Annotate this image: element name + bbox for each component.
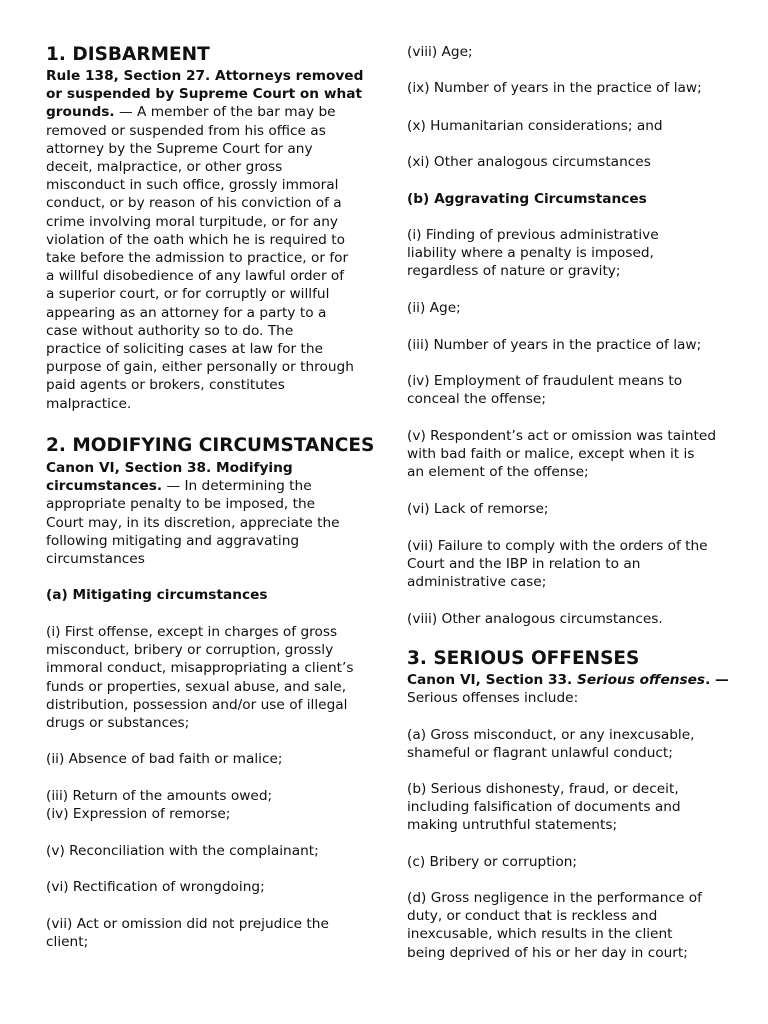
body-line: making untruthful statements; — [407, 817, 618, 834]
body-line: case without authority so to do. The — [46, 322, 294, 339]
modifying-provision — [46, 459, 366, 568]
body-line: purpose of gain, either personally or through — [46, 359, 354, 376]
body-line: (vii) Act or omission did not prejudice the — [46, 916, 329, 932]
aggravating-item-i — [407, 226, 727, 281]
body-line: crime involving moral turpitude, or for any — [46, 213, 339, 230]
body-line: liability where a penalty is imposed, — [407, 245, 654, 262]
rule-title-line: circumstances. — [46, 478, 163, 495]
aggravating-item-vii — [407, 537, 727, 592]
body-line: — In determining the — [162, 478, 312, 495]
rule-title-line: Canon VI, Section 38. Modifying — [46, 460, 293, 476]
body-line: (iii) Return of the amounts owed; — [46, 788, 273, 804]
body-line: following mitigating and aggravating — [46, 532, 300, 549]
body-line: — A member of the bar may be — [114, 104, 336, 121]
aggravating-item-iii: (iii) Number of years in the practice of law; — [407, 337, 702, 353]
body-line: with bad faith or malice, except when it is — [407, 446, 695, 463]
body-line: (iv) Expression of remorse; — [46, 806, 231, 823]
serious-item-a — [407, 726, 727, 762]
body-line: practice of soliciting cases at law for the — [46, 341, 323, 358]
body-line: attorney by the Supreme Court for any — [46, 140, 313, 157]
body-line: a willful disobedience of any lawful order of — [46, 268, 345, 285]
body-line: conduct, or by reason of his conviction of a — [46, 195, 342, 212]
aggravating-item-iv — [407, 372, 727, 408]
body-line: (i) Finding of previous administrative — [407, 227, 659, 243]
body-line: paid agents or brokers, constitutes — [46, 377, 285, 394]
rule-title-tail: . — — [705, 672, 729, 688]
body-line: regardless of nature or gravity; — [407, 263, 621, 280]
body-line: distribution, possession and/or use of illegal — [46, 696, 348, 713]
body-line: immoral conduct, misappropriating a client’s — [46, 660, 354, 677]
mitigating-item-v: (v) Reconciliation with the complainant; — [46, 843, 319, 859]
mitigating-item-vi: (vi) Rectification of wrongdoing; — [46, 879, 265, 895]
serious-item-b — [407, 780, 727, 835]
heading-modifying-circumstances: 2. MODIFYING CIRCUMSTANCES — [46, 435, 375, 456]
rule-title-line: Canon VI, Section 33. — [407, 672, 578, 688]
body-line: appearing as an attorney for a party to a — [46, 304, 327, 321]
body-line: removed or suspended from his office as — [46, 122, 326, 139]
body-line: (d) Gross negligence in the performance of — [407, 890, 702, 906]
body-line: Serious offenses include: — [407, 690, 579, 707]
rule-title-line: or suspended by Supreme Court on what — [46, 86, 362, 103]
mitigating-item-xi: (xi) Other analogous circumstances — [407, 154, 651, 170]
body-line: (b) Serious dishonesty, fraud, or deceit, — [407, 781, 679, 797]
body-line: (a) Gross misconduct, or any inexcusable, — [407, 727, 695, 743]
aggravating-item-v — [407, 427, 727, 482]
aggravating-title: (b) Aggravating Circumstances — [407, 191, 647, 207]
body-line: being deprived of his or her day in court; — [407, 944, 688, 961]
mitigating-item-x: (x) Humanitarian considerations; and — [407, 118, 663, 134]
serious-item-d — [407, 889, 727, 962]
body-line: an element of the offense; — [407, 464, 589, 481]
body-line: circumstances — [46, 551, 145, 568]
heading-disbarment: 1. DISBARMENT — [46, 44, 210, 65]
body-line: including falsification of documents and — [407, 799, 681, 816]
body-line: take before the admission to practice, or for — [46, 250, 349, 267]
body-line: shameful or flagrant unlawful conduct; — [407, 745, 673, 762]
mitigating-item-i — [46, 623, 366, 732]
disbarment-provision — [46, 67, 366, 413]
body-line: drugs or substances; — [46, 715, 190, 732]
aggravating-item-ii: (ii) Age; — [407, 300, 461, 316]
body-line: client; — [46, 934, 89, 951]
mitigating-title: (a) Mitigating circumstances — [46, 587, 268, 603]
body-line: administrative case; — [407, 574, 547, 591]
mitigating-item-vii — [46, 915, 366, 951]
body-line: misconduct, bribery or corruption, grossly — [46, 642, 334, 659]
body-line: (v) Respondent’s act or omission was tainted — [407, 428, 717, 444]
body-line: Court may, in its discretion, appreciate the — [46, 514, 340, 531]
body-line: inexcusable, which results in the client — [407, 926, 673, 943]
heading-serious-offenses: 3. SERIOUS OFFENSES — [407, 648, 640, 669]
mitigating-item-iii-iv — [46, 787, 366, 823]
rule-title-italic: Serious offenses — [577, 672, 706, 688]
aggravating-item-vi: (vi) Lack of remorse; — [407, 501, 549, 517]
body-line: appropriate penalty to be imposed, the — [46, 496, 316, 513]
body-line: violation of the oath which he is required to — [46, 231, 345, 248]
body-line: duty, or conduct that is reckless and — [407, 908, 658, 925]
body-line: deceit, malpractice, or other gross — [46, 159, 283, 176]
body-line: (vii) Failure to comply with the orders of the — [407, 538, 708, 554]
serious-item-c: (c) Bribery or corruption; — [407, 854, 578, 870]
body-line: conceal the offense; — [407, 391, 546, 408]
body-line: (i) First offense, except in charges of gross — [46, 624, 338, 640]
mitigating-item-ix: (ix) Number of years in the practice of law; — [407, 80, 702, 96]
body-line: misconduct in such office, grossly immoral — [46, 177, 339, 194]
serious-provision — [407, 671, 727, 707]
rule-title-line: Rule 138, Section 27. Attorneys removed — [46, 68, 364, 84]
body-line: (iv) Employment of fraudulent means to — [407, 373, 683, 389]
aggravating-item-viii: (viii) Other analogous circumstances. — [407, 611, 663, 627]
body-line: a superior court, or for corruptly or willful — [46, 286, 330, 303]
body-line: Court and the IBP in relation to an — [407, 556, 641, 573]
mitigating-item-viii: (viii) Age; — [407, 44, 473, 60]
rule-title-line: grounds. — [46, 104, 115, 121]
body-line: funds or properties, sexual abuse, and sale, — [46, 678, 347, 695]
body-line: malpractice. — [46, 395, 132, 412]
mitigating-item-ii: (ii) Absence of bad faith or malice; — [46, 751, 283, 767]
